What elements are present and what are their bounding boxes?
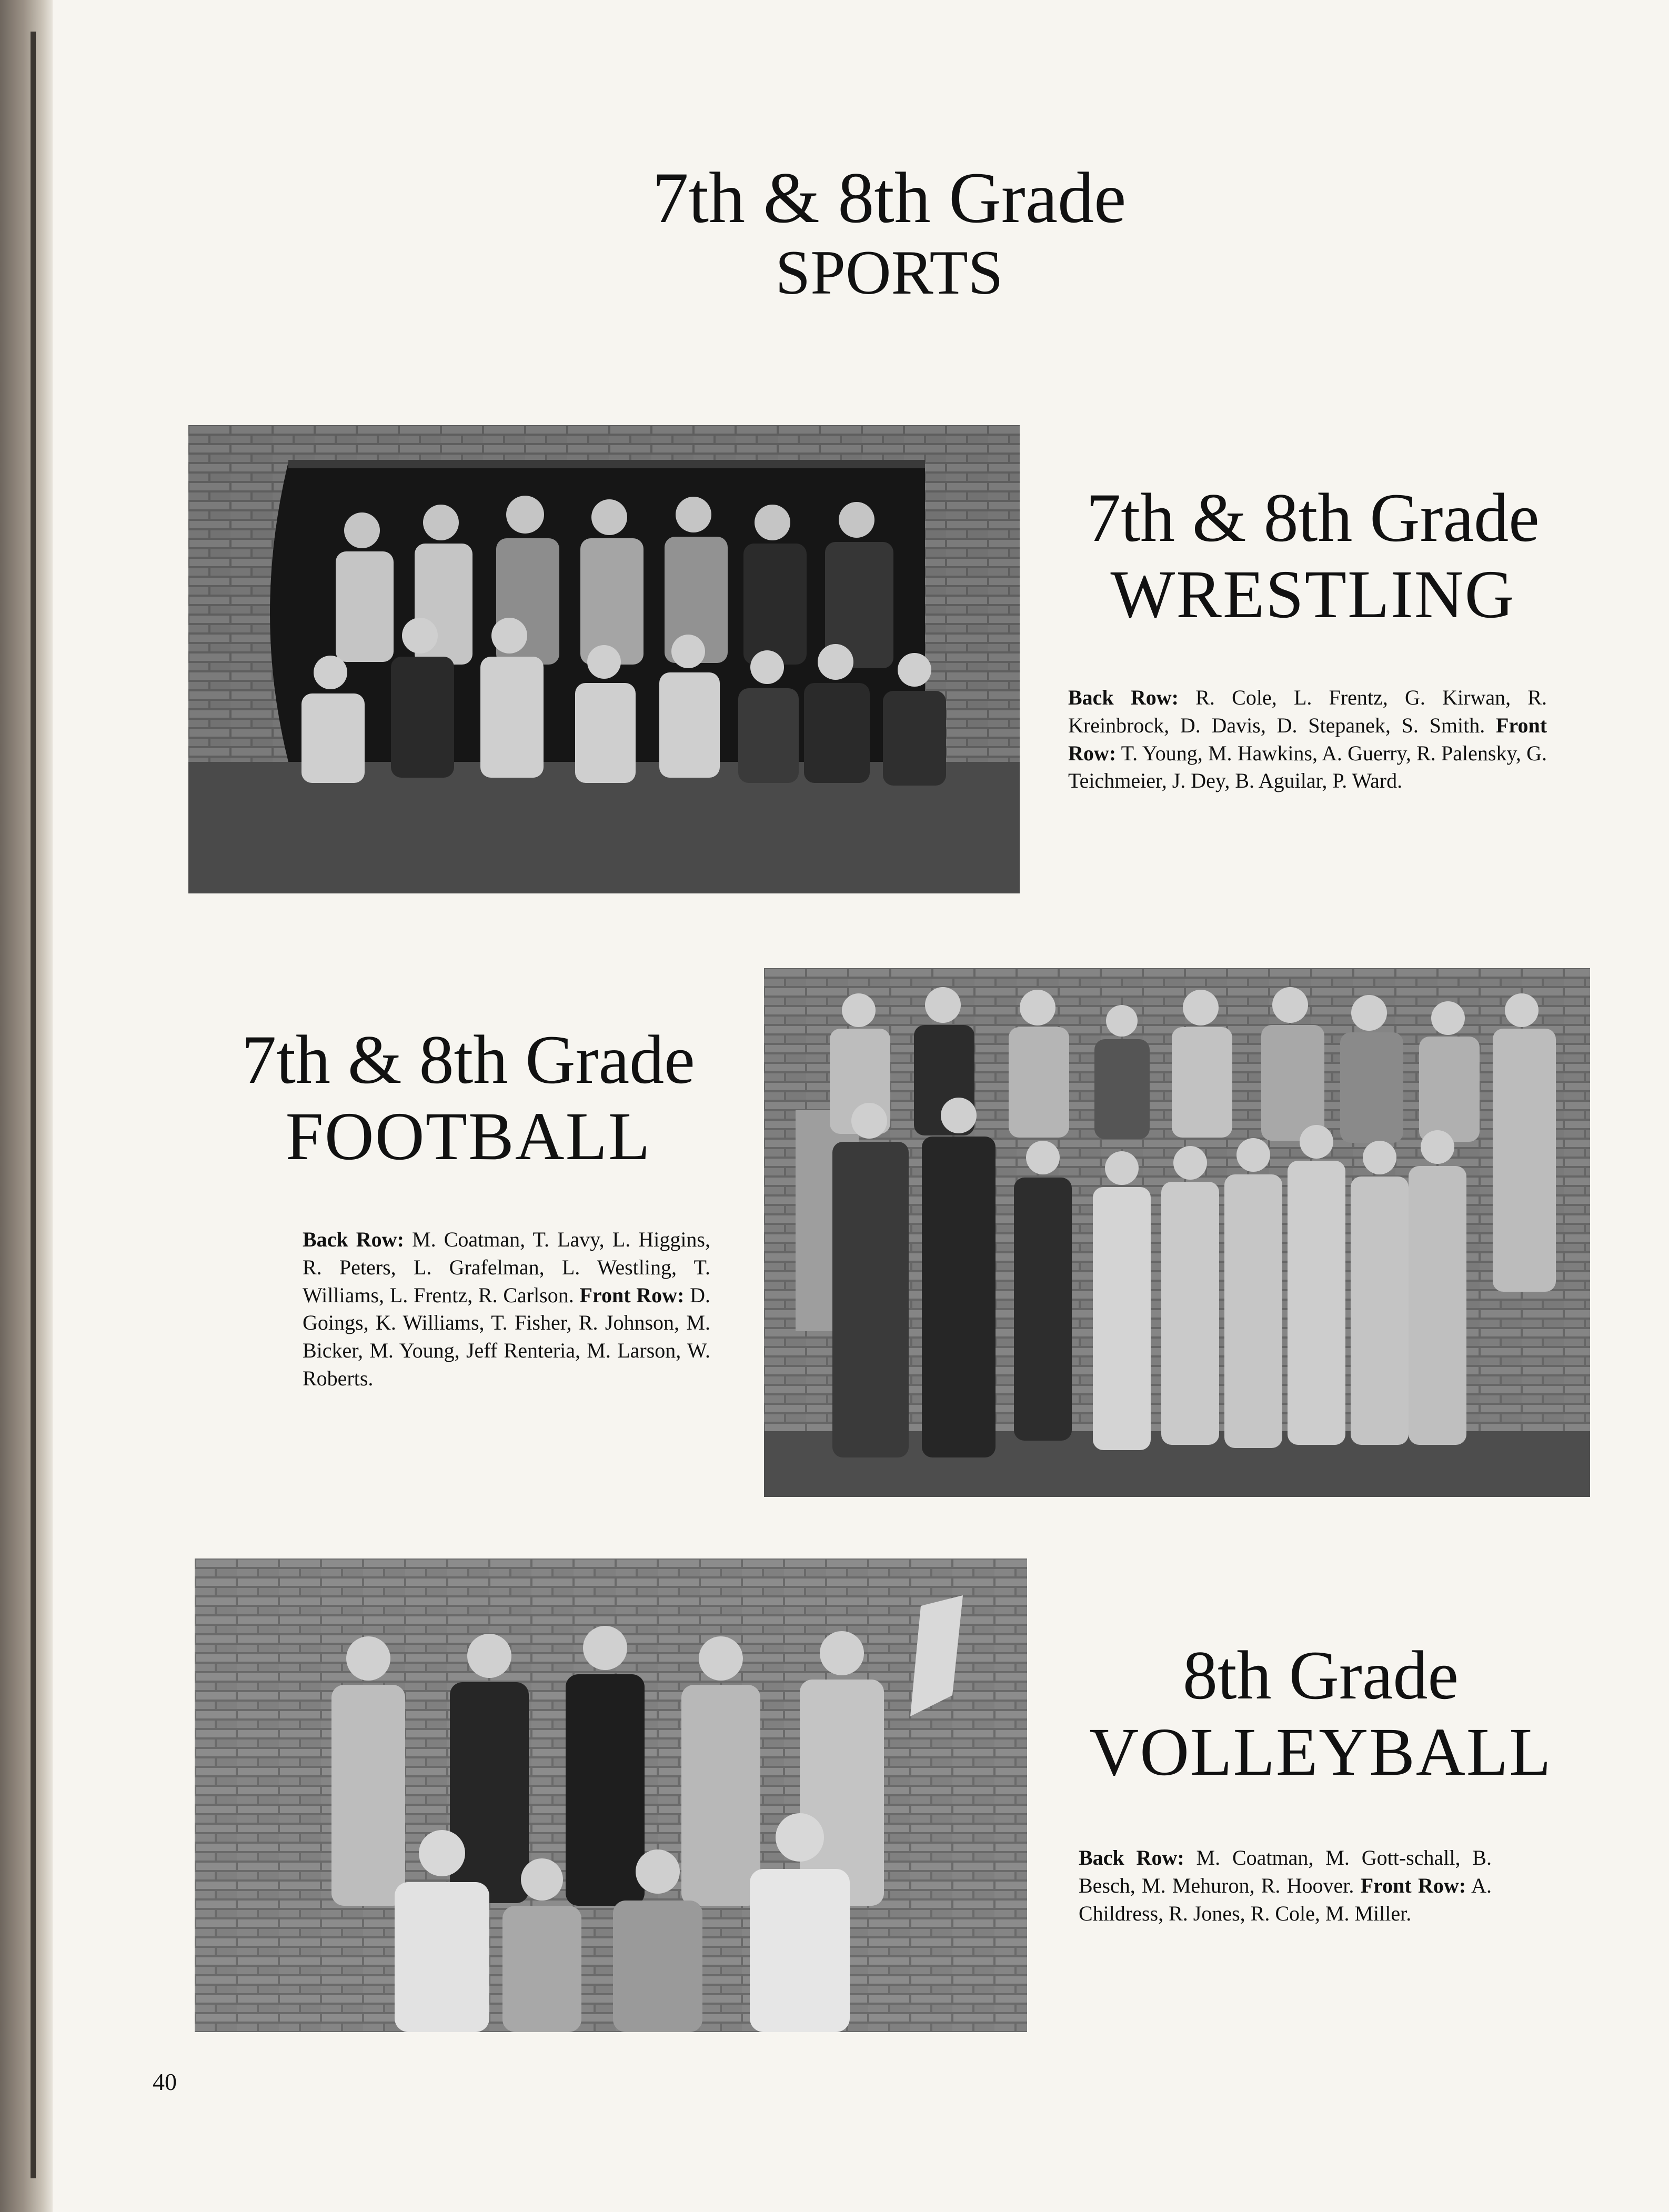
volleyball-heading: [1058, 1636, 1584, 1791]
football-heading-line1: 7th & 8th Grade: [242, 1021, 695, 1098]
football-heading: [200, 1021, 737, 1175]
binding-shadow: [31, 32, 36, 2178]
page-title-line1: 7th & 8th Grade: [652, 157, 1127, 238]
page-title-line2: SPORTS: [775, 237, 1003, 307]
football-back-row-names: M. Coatman, T. Lavy, L. Higgins, R. Peters, L. Grafelman, L. Westling, T. Williams, L. Frentz, R. Carlson.: [303, 1228, 710, 1307]
volleyball-front-row-label: Front Row:: [1360, 1873, 1466, 1897]
wrestling-heading-line1: 7th & 8th Grade: [1086, 479, 1540, 556]
football-team-photo: [764, 968, 1590, 1497]
wrestling-front-row-names: T. Young, M. Hawkins, A. Guerry, R. Palensky, G. Teichmeier, J. Dey, B. Aguilar, P. Ward.: [1068, 741, 1547, 793]
wrestling-caption: [1068, 684, 1547, 795]
volleyball-heading-line2: VOLLEYBALL: [1089, 1714, 1552, 1790]
book-binding: [0, 0, 53, 2212]
volleyball-back-row-names: M. Coatman, M. Gott-schall, B. Besch, M. Mehuron, R. Hoover.: [1079, 1846, 1492, 1897]
volleyball-heading-line1: 8th Grade: [1182, 1636, 1459, 1714]
page-title: [526, 158, 1252, 307]
volleyball-team-photo: [195, 1559, 1027, 2032]
page-number: 40: [153, 2068, 177, 2095]
football-caption: [303, 1226, 710, 1393]
wrestling-back-row-label: Back Row:: [1068, 686, 1179, 709]
wrestling-team-photo: [188, 425, 1020, 893]
football-front-row-names: D. Goings, K. Williams, T. Fisher, R. Johnson, M. Bicker, M. Young, Jeff Renteria, M. Larson, W. Roberts.: [303, 1283, 711, 1390]
football-front-row-label: Front Row:: [579, 1283, 685, 1307]
volleyball-caption: [1079, 1844, 1492, 1927]
football-back-row-label: Back Row:: [303, 1228, 404, 1251]
football-heading-line2: FOOTBALL: [285, 1098, 651, 1174]
volleyball-back-row-label: Back Row:: [1079, 1846, 1184, 1869]
wrestling-heading-line2: WRESTLING: [1110, 556, 1515, 632]
volleyball-front-row-names: A. Childress, R. Jones, R. Cole, M. Miller.: [1079, 1873, 1492, 1925]
wrestling-back-row-names: R. Cole, L. Frentz, G. Kirwan, R. Kreinbrock, D. Davis, D. Stepanek, S. Smith.: [1068, 686, 1547, 737]
wrestling-front-row-label: Front Row:: [1068, 713, 1547, 765]
wrestling-heading: [1031, 479, 1594, 633]
